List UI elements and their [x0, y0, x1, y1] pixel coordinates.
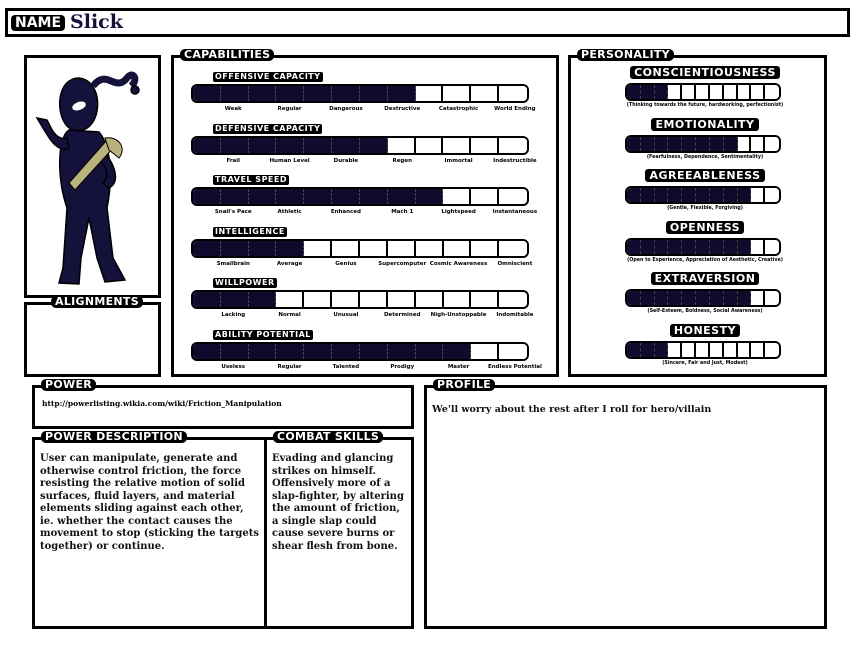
capability-level-label: Normal [278, 312, 301, 318]
combat-skills-panel [264, 430, 414, 629]
bar-segment [444, 292, 472, 307]
capability-level-label: Catastrophic [438, 106, 479, 112]
bar-segment [193, 189, 221, 204]
bar-segment [696, 291, 710, 305]
power-description-heading: POWER DESCRIPTION [41, 431, 187, 443]
personality-trait-title: EXTRAVERSION [651, 272, 760, 285]
personality-bar [625, 238, 781, 256]
bar-segment [724, 188, 738, 202]
power-description-text: User can manipulate, generate and otherwise control friction, the force resisting the relative motion of solid surfaces, fluid layers, and material elements sliding against each other, ie. whether the contact causes the movement to stop (sticking the targets together) or continue. [40, 453, 259, 552]
bar-segment [751, 188, 765, 202]
capability-level-label: Weak [224, 106, 242, 112]
personality-trait-title: OPENNESS [666, 221, 744, 234]
bar-segment [304, 241, 332, 256]
bar-segment [249, 344, 277, 359]
personality-bar [625, 289, 781, 307]
bar-segment [682, 240, 696, 254]
bar-segment [471, 138, 499, 153]
capability-level-label: Mach 1 [391, 209, 414, 215]
bar-segment [332, 241, 360, 256]
bar-segment [443, 189, 471, 204]
capability-title: OFFENSIVE CAPACITY [215, 72, 321, 81]
bar-segment [221, 138, 249, 153]
bar-segment [765, 85, 779, 99]
capability-level-label: Regen [392, 157, 413, 164]
bar-segment [471, 241, 499, 256]
bar-segment [710, 291, 724, 305]
bar-segment [738, 240, 752, 254]
power-description-panel [32, 430, 267, 629]
bar-segment [443, 138, 471, 153]
bar-segment [724, 343, 738, 357]
bar-segment [499, 344, 527, 359]
bar-segment [276, 241, 304, 256]
bar-segment [710, 85, 724, 99]
bar-segment [655, 188, 669, 202]
capability-level-label: Instantaneous [492, 209, 538, 215]
bar-segment [738, 291, 752, 305]
bar-segment [724, 240, 738, 254]
capability-bar [191, 239, 529, 258]
name-label: NAME [11, 15, 65, 31]
bar-segment [655, 343, 669, 357]
bar-segment [738, 188, 752, 202]
capability-level-label: Master [447, 363, 470, 370]
bar-segment [682, 85, 696, 99]
profile-heading: PROFILE [433, 379, 495, 391]
capability-title: WILLPOWER [215, 278, 275, 287]
bar-segment [627, 188, 641, 202]
bar-segment [751, 291, 765, 305]
bar-segment [499, 86, 527, 101]
bar-segment [416, 292, 444, 307]
bar-segment [682, 291, 696, 305]
capability-level-label: Immortal [444, 157, 473, 164]
combat-skills-text: Evading and glancing strikes on himself. Offensively more of a slap-fighter, by altering the amount of friction, a single slap could cause severe burns or shear flesh from bone. [272, 453, 404, 552]
bar-segment [499, 241, 527, 256]
capability-level-label: World Ending [494, 106, 536, 112]
bar-segment [499, 138, 527, 153]
bar-segment [641, 240, 655, 254]
bar-segment [416, 189, 444, 204]
bar-segment [499, 292, 527, 307]
bar-segment [655, 240, 669, 254]
bar-segment [724, 137, 738, 151]
character-image [27, 58, 158, 295]
capabilities-panel [171, 48, 559, 377]
capability-level-label: Human Level [269, 157, 310, 164]
bar-segment [304, 189, 332, 204]
personality-trait-title: AGREEABLENESS [645, 169, 764, 182]
bar-segment [655, 137, 669, 151]
capability-bar [191, 290, 529, 309]
bar-segment [304, 86, 332, 101]
bar-segment [682, 343, 696, 357]
bar-segment [221, 292, 249, 307]
personality-trait-title: EMOTIONALITY [651, 118, 758, 131]
bar-segment [751, 343, 765, 357]
bar-segment [249, 86, 277, 101]
capability-bar [191, 342, 529, 361]
bar-segment [276, 86, 304, 101]
bar-segment [193, 292, 221, 307]
bar-segment [416, 138, 444, 153]
character-portrait [24, 55, 161, 298]
bar-segment [444, 241, 472, 256]
bar-segment [738, 85, 752, 99]
capability-bar [191, 187, 529, 206]
profile-text: We'll worry about the rest after I roll for hero/villain [432, 404, 712, 415]
personality-trait-title: CONSCIENTIOUSNESS [630, 66, 780, 79]
bar-segment [765, 291, 779, 305]
bar-segment [710, 137, 724, 151]
bar-segment [765, 188, 779, 202]
bar-segment [710, 188, 724, 202]
capability-level-label: Average [276, 260, 303, 267]
bar-segment [765, 343, 779, 357]
capability-level-label: Endless Potential [487, 363, 542, 370]
alignments-heading: ALIGNMENTS [51, 296, 143, 308]
bar-segment [193, 138, 221, 153]
power-heading: POWER [41, 379, 96, 391]
bar-segment [221, 241, 249, 256]
bar-segment [499, 189, 527, 204]
bar-segment [276, 292, 304, 307]
bar-segment [627, 137, 641, 151]
bar-segment [276, 138, 304, 153]
bar-segment [641, 137, 655, 151]
bar-segment [443, 344, 471, 359]
bar-segment [668, 85, 682, 99]
bar-segment [655, 85, 669, 99]
capability-level-label: Frail [226, 157, 241, 164]
capability-level-label: Regular [277, 363, 302, 370]
personality-trait-description: (Thinking towards the future, hardworking, perfectionist) [626, 103, 784, 108]
personality-bar [625, 135, 781, 153]
bar-segment [682, 137, 696, 151]
capability-title: DEFENSIVE CAPACITY [215, 123, 321, 133]
capabilities-heading: CAPABILITIES [180, 49, 274, 61]
bar-segment [193, 86, 221, 101]
personality-trait-description: (Open to Experience, Appreciation of Aesthetic, Creative) [627, 257, 783, 263]
bar-segment [416, 241, 444, 256]
capability-title: TRAVEL SPEED [215, 175, 287, 184]
bar-segment [388, 138, 416, 153]
bar-segment [416, 86, 444, 101]
bar-segment [765, 137, 779, 151]
bar-segment [641, 85, 655, 99]
personality-panel [568, 48, 827, 377]
capability-level-label: Determined [383, 312, 421, 318]
bar-segment [710, 240, 724, 254]
capability-level-label: Unusual [333, 312, 359, 318]
bar-segment [682, 188, 696, 202]
capability-level-label: Genius [335, 260, 357, 267]
bar-segment [751, 85, 765, 99]
bar-segment [765, 240, 779, 254]
capability-bar [191, 136, 529, 155]
bar-segment [249, 241, 277, 256]
bar-segment [696, 343, 710, 357]
bar-segment [471, 86, 499, 101]
alignments-panel [24, 295, 161, 377]
bar-segment [696, 137, 710, 151]
bar-segment [751, 137, 765, 151]
bar-segment [360, 138, 388, 153]
bar-segment [668, 188, 682, 202]
bar-segment [388, 241, 416, 256]
bar-segment [471, 344, 499, 359]
profile-panel [424, 378, 827, 629]
bar-segment [360, 189, 388, 204]
bar-segment [332, 138, 360, 153]
bar-segment [221, 86, 249, 101]
bar-segment [332, 189, 360, 204]
capability-level-label: Lightspeed [441, 209, 476, 215]
bar-segment [471, 189, 499, 204]
personality-trait-description: (Self-Esteem, Boldness, Social Awareness) [647, 309, 763, 314]
personality-heading: PERSONALITY [577, 49, 674, 61]
personality-trait-description: (Fearfulness, Dependence, Sentimentality) [646, 154, 764, 160]
bar-segment [641, 343, 655, 357]
capability-level-label: Cosmic Awareness [429, 260, 488, 267]
bar-segment [193, 241, 221, 256]
personality-trait-description: (Gentle, Flexible, Forgiving) [667, 206, 743, 211]
personality-bar [625, 186, 781, 204]
bar-segment [276, 344, 304, 359]
personality-bar [625, 83, 781, 101]
capability-level-label: Athletic [277, 209, 302, 215]
capability-level-label: Lacking [221, 312, 246, 318]
bar-segment [696, 240, 710, 254]
bar-segment [668, 343, 682, 357]
bar-segment [221, 344, 249, 359]
bar-segment [471, 292, 499, 307]
bar-segment [641, 291, 655, 305]
bar-segment [249, 292, 277, 307]
capability-level-label: Regular [277, 106, 302, 112]
bar-segment [304, 292, 332, 307]
bar-segment [332, 86, 360, 101]
bar-segment [738, 137, 752, 151]
bar-segment [193, 344, 221, 359]
bar-segment [249, 189, 277, 204]
bar-segment [221, 189, 249, 204]
capability-level-label: Smallbrain [216, 260, 250, 267]
bar-segment [627, 85, 641, 99]
combat-skills-heading: COMBAT SKILLS [273, 431, 383, 443]
bar-segment [668, 240, 682, 254]
capability-level-label: Talented [332, 363, 360, 370]
capability-level-label: Supercomputer [378, 260, 427, 267]
bar-segment [388, 344, 416, 359]
capability-level-label: Destructive [384, 106, 421, 112]
capability-level-label: Durable [333, 157, 359, 164]
bar-segment [627, 240, 641, 254]
capability-level-label: Prodigy [390, 363, 415, 370]
bar-segment [443, 86, 471, 101]
capability-bar [191, 84, 529, 103]
power-link[interactable]: http://powerlisting.wikia.com/wiki/Friction_Manipulation [42, 399, 282, 408]
bar-segment [388, 189, 416, 204]
bar-segment [360, 344, 388, 359]
bar-segment [668, 137, 682, 151]
bar-segment [641, 188, 655, 202]
bar-segment [696, 188, 710, 202]
bar-segment [360, 86, 388, 101]
name-bar [5, 8, 850, 37]
bar-segment [388, 86, 416, 101]
capability-level-label: Nigh-Unstoppable [430, 312, 487, 318]
bar-segment [332, 292, 360, 307]
bar-segment [738, 343, 752, 357]
bar-segment [751, 240, 765, 254]
power-panel [32, 378, 414, 429]
bar-segment [710, 343, 724, 357]
bar-segment [668, 291, 682, 305]
personality-trait-title: HONESTY [670, 324, 740, 337]
capability-level-label: Dangerous [329, 106, 363, 112]
bar-segment [304, 138, 332, 153]
capability-title: ABILITY POTENTIAL [215, 329, 311, 339]
bar-segment [416, 344, 444, 359]
bar-segment [627, 343, 641, 357]
bar-segment [276, 189, 304, 204]
capability-level-label: Indomitable [496, 312, 534, 318]
character-name: Slick [70, 11, 123, 33]
bar-segment [696, 85, 710, 99]
bar-segment [360, 292, 388, 307]
capability-level-label: Omniscient [497, 260, 533, 267]
capability-title: INTELLIGENCE [215, 226, 285, 236]
bar-segment [332, 344, 360, 359]
capability-level-label: Indestructible [493, 157, 537, 164]
personality-trait-description: (Sincere, Fair and Just, Modest) [662, 360, 748, 366]
bar-segment [388, 292, 416, 307]
bar-segment [724, 291, 738, 305]
bar-segment [724, 85, 738, 99]
bar-segment [655, 291, 669, 305]
bar-segment [627, 291, 641, 305]
personality-bar [625, 341, 781, 359]
bar-segment [360, 241, 388, 256]
capability-level-label: Enhanced [330, 209, 361, 215]
bar-segment [304, 344, 332, 359]
bar-segment [249, 138, 277, 153]
capability-level-label: Snail's Pace [214, 209, 252, 215]
capability-level-label: Useless [221, 363, 246, 370]
